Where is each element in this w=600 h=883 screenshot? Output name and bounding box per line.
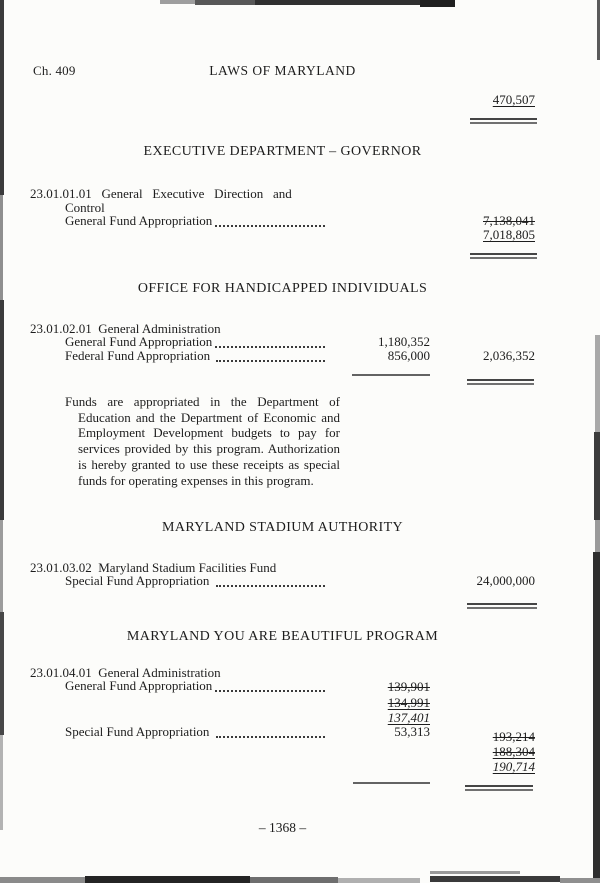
double-rule <box>465 785 533 791</box>
appropriation-row <box>65 335 535 349</box>
row-label-wrap <box>65 679 330 693</box>
appropriation-row <box>65 349 535 363</box>
item-title: 23.01.04.01 General Administration <box>30 665 221 680</box>
row-label-wrap <box>65 349 330 363</box>
section-heading-stadium: MARYLAND STADIUM AUTHORITY <box>161 520 404 535</box>
amount-total: 2,036,352 <box>483 348 535 363</box>
row-label: General Fund Appropriation <box>65 213 213 228</box>
scan-artifact-right <box>593 552 600 883</box>
page-number: – 1368 – <box>258 820 307 835</box>
detail-amount-col <box>330 725 430 739</box>
section-heading-executive: EXECUTIVE DEPARTMENT – GOVERNOR <box>143 144 422 159</box>
appropriation-note: Funds are appropriated in the Department of Education and the Department of Economic and Employment Development budgets to pay for services provided by this program. Authorization is hereby granted to use these receipts as special funds for operating expenses in this program. <box>65 394 340 488</box>
scan-artifact-right <box>594 432 600 520</box>
appropriation-row <box>65 679 535 726</box>
scan-artifact-top <box>420 0 455 7</box>
running-title: LAWS OF MARYLAND <box>209 63 356 78</box>
row-label-wrap <box>65 574 330 588</box>
scan-artifact-right <box>595 335 600 432</box>
scan-artifact-left <box>0 612 4 735</box>
amount: 856,000 <box>387 348 430 363</box>
row-label-wrap <box>65 725 330 739</box>
dotted-leader <box>215 214 325 227</box>
dotted-leader <box>215 679 325 692</box>
section-heading-beautiful: MARYLAND YOU ARE BEAUTIFUL PROGRAM <box>126 629 439 644</box>
carryover-total: 470,507 <box>492 92 535 107</box>
row-label: General Fund Appropriation <box>65 678 213 693</box>
dotted-leader <box>216 725 325 738</box>
amount-stricken: 134,991 <box>387 694 430 710</box>
chapter-label: Ch. 409 <box>33 63 76 78</box>
total-amount-col <box>430 729 535 774</box>
total-amount-col <box>430 349 535 363</box>
dotted-leader <box>216 574 325 587</box>
carryover-total-cell <box>430 92 535 108</box>
scan-artifact-bottom <box>560 878 600 883</box>
amount-revised: 137,401 <box>387 710 430 725</box>
row-label: Special Fund Appropriation <box>65 724 213 739</box>
dotted-leader <box>215 335 325 348</box>
row-label-wrap <box>65 214 330 228</box>
section-heading-handicapped: OFFICE FOR HANDICAPPED INDIVIDUALS <box>137 281 428 296</box>
amount: 1,180,352 <box>378 334 430 349</box>
scan-artifact-left <box>0 195 3 300</box>
detail-amount-col <box>330 349 430 363</box>
double-rule <box>470 253 537 259</box>
row-label: Federal Fund Appropriation <box>65 348 214 363</box>
scan-artifact-right <box>595 520 600 552</box>
item-title-line2: Control <box>65 200 105 215</box>
item-title-line1: 23.01.01.01 General Executive Direction and <box>30 186 292 201</box>
item-title: 23.01.02.01 General Administration <box>30 321 221 336</box>
amount-revised: 7,018,805 <box>483 227 535 242</box>
double-rule <box>467 379 534 385</box>
scan-artifact-left <box>0 300 4 520</box>
scan-artifact-left <box>0 520 3 612</box>
scan-artifact-bottom <box>430 871 520 874</box>
double-rule <box>470 118 537 124</box>
scan-artifact-left <box>0 735 3 830</box>
detail-amount-col <box>330 679 430 726</box>
row-label-wrap <box>65 335 330 349</box>
appropriation-row <box>65 725 535 774</box>
scan-artifact-top <box>195 0 255 5</box>
scan-artifact-bottom <box>338 878 420 883</box>
total-amount-col <box>430 574 535 588</box>
scan-artifact-bottom <box>0 877 85 883</box>
total-amount-col <box>430 214 535 242</box>
appropriation-row <box>65 574 535 588</box>
amount-stricken: 193,214 <box>492 729 535 744</box>
single-rule <box>352 374 430 376</box>
amount: 53,313 <box>394 724 430 739</box>
scan-artifact-bottom <box>250 877 338 883</box>
amount-stricken: 139,901 <box>387 679 430 694</box>
scan-artifact-left <box>0 0 4 195</box>
appropriation-row <box>65 214 535 242</box>
scan-artifact-bottom <box>85 876 250 883</box>
double-rule <box>467 603 537 609</box>
scan-artifact-top <box>160 0 195 4</box>
row-label: Special Fund Appropriation <box>65 573 213 588</box>
amount-stricken: 7,138,041 <box>483 213 535 228</box>
dotted-leader <box>216 349 325 362</box>
row-label: General Fund Appropriation <box>65 334 213 349</box>
single-rule <box>353 782 430 784</box>
amount-revised: 190,714 <box>492 759 535 774</box>
amount-total: 24,000,000 <box>476 573 535 588</box>
scan-artifact-top <box>255 0 420 5</box>
detail-amount-col <box>330 335 430 349</box>
scan-artifact-bottom <box>430 876 560 882</box>
amount-stricken: 188,304 <box>492 744 535 759</box>
item-title: 23.01.03.02 Maryland Stadium Facilities Fund <box>30 560 277 575</box>
